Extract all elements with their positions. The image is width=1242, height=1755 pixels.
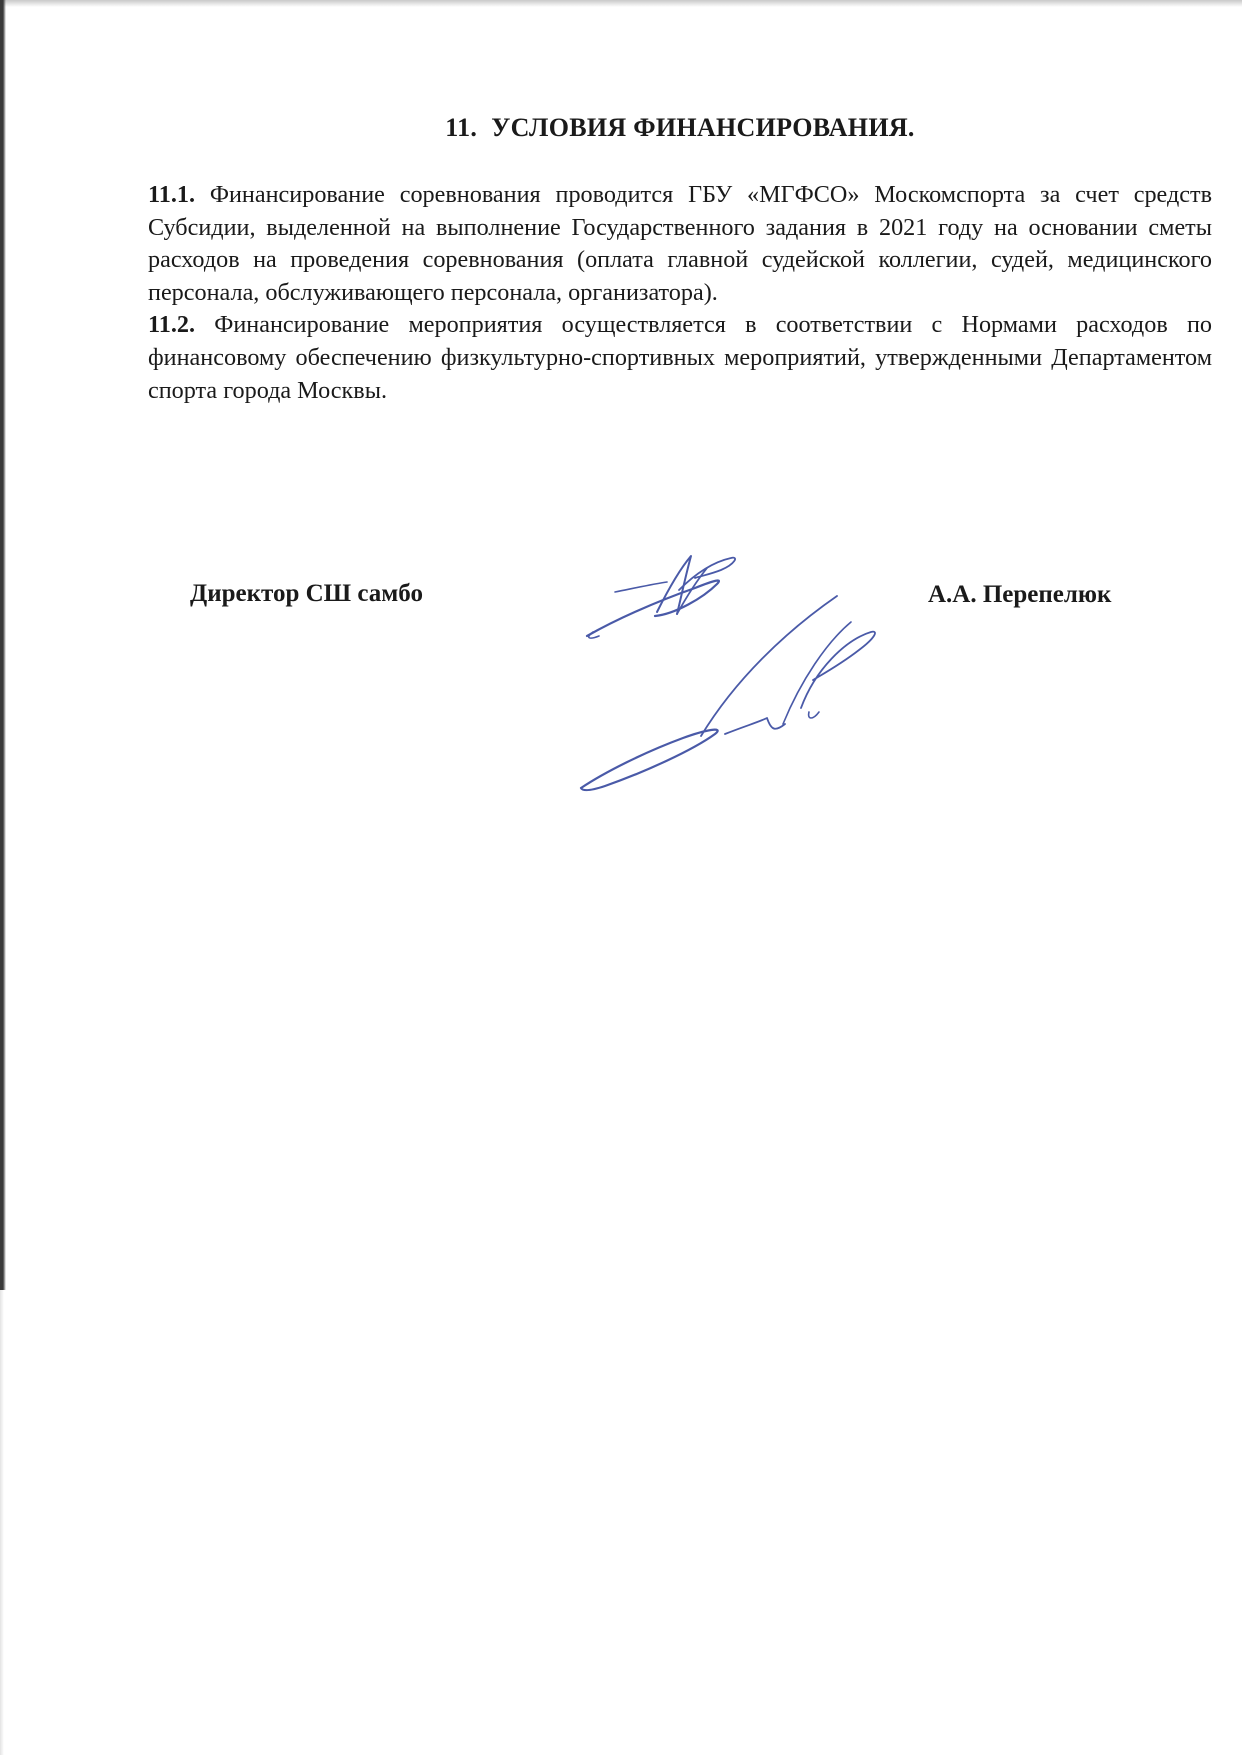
signatory-name: А.А. Перепелюк: [928, 581, 1112, 608]
signatory-position: Директор СШ самбо: [190, 580, 423, 607]
clause-number: 11.1.: [148, 181, 196, 208]
section-body: [148, 179, 1212, 407]
clause-text: Финансирование мероприятия осуществляется в соответствии с Нормами расходов по финансовому обеспечению физкультурно-спортивных мероприятий, утвержденными Департаментом спорта города Москвы.: [148, 311, 1212, 404]
clause-11-1: [148, 179, 1212, 309]
scan-shadow-top: [0, 0, 1242, 7]
section-title: УСЛОВИЯ ФИНАНСИРОВАНИЯ.: [491, 113, 915, 142]
section-number: 11.: [445, 113, 478, 142]
scan-edge-left-lower: [0, 1290, 4, 1755]
clause-number: 11.2.: [148, 311, 196, 339]
clause-text: Финансирование соревнования проводится ГБУ «МГФСО» Москомспорта за счет средств Субсидии, выделенной на выполнение Государственного задания в 2021 году на основании сметы расходов на проведения соревнования (оплата главной судейской коллегии, судей, медицинского персонала, обслуживающего персонала, организатора).: [148, 181, 1212, 306]
clause-11-2: [148, 309, 1212, 407]
scan-edge-left: [0, 0, 6, 1290]
handwritten-signature: [575, 540, 895, 800]
section-heading: [148, 113, 1212, 143]
